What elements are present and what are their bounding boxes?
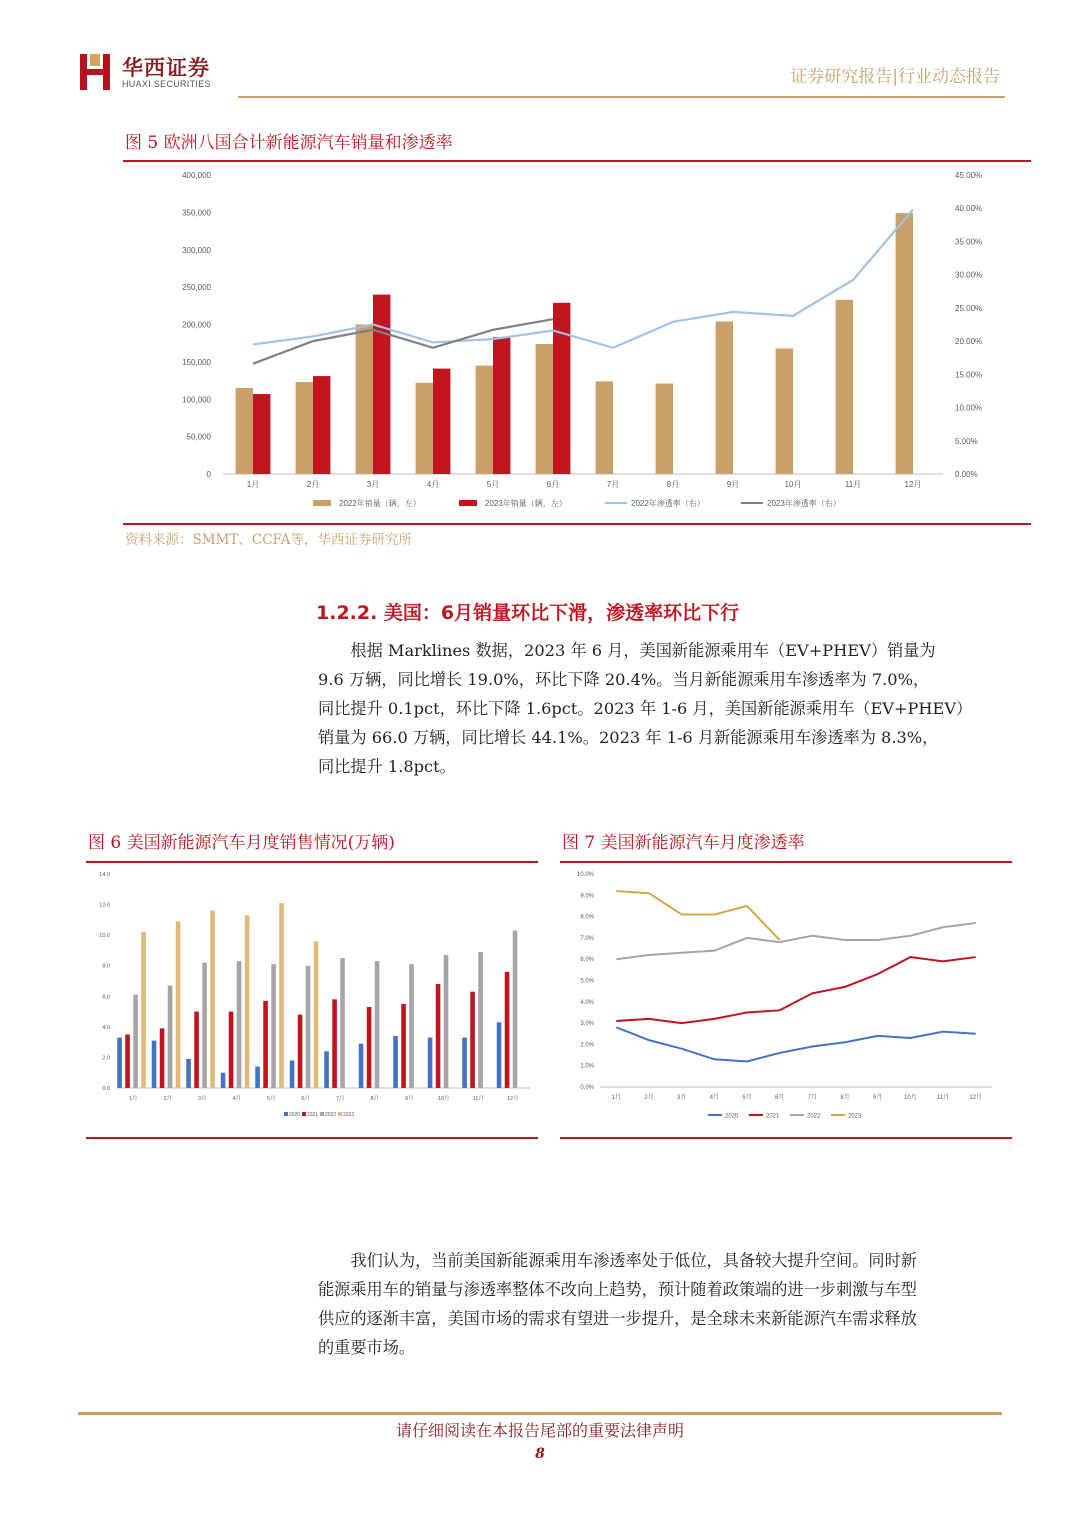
legend-label: 2020 (289, 1112, 301, 1118)
x-tick-label: 6月 (301, 1096, 311, 1102)
left-axis-tick-label: 50,000 (186, 432, 211, 442)
x-tick-label: 2月 (306, 480, 320, 489)
footer-divider (78, 1412, 1002, 1415)
left-axis-tick-label: 0 (206, 470, 211, 479)
bar-2020 (186, 1059, 191, 1088)
bar-2020 (462, 1038, 467, 1088)
x-tick-label: 4月 (426, 480, 440, 489)
left-axis-tick-label: 300,000 (182, 245, 211, 255)
x-tick-label: 3月 (366, 480, 380, 489)
bar-2023 (210, 911, 215, 1088)
left-axis-tick-label: 100,000 (182, 395, 211, 405)
bar-2020 (117, 1038, 122, 1088)
huaxi-logo-icon (78, 52, 118, 92)
legend-label: 2022 (325, 1112, 337, 1118)
paragraph-2 (318, 1246, 1024, 1362)
figure7-title: 图 7 美国新能源汽车月度渗透率 (562, 833, 805, 853)
right-axis-tick-label: 35.00% (955, 237, 983, 247)
figure7-top-rule (560, 861, 1012, 863)
x-tick-label: 10月 (437, 1096, 450, 1102)
line-2022年渗透率（右） (253, 210, 913, 348)
left-axis-tick-label: 200,000 (182, 320, 211, 330)
y-tick-label: 8.0% (580, 914, 594, 921)
header-divider (238, 96, 1005, 98)
y-tick-label: 10.0 (99, 933, 110, 940)
y-tick-label: 9.0% (580, 893, 594, 900)
bar-2023 (245, 915, 250, 1088)
bar-2022 (513, 931, 518, 1088)
page-number: 8 (535, 1446, 545, 1462)
bar-2021 (505, 972, 510, 1088)
paragraph-1-line: 根据 Marklines 数据，2023 年 6 月，美国新能源乘用车（EV+PHEV）销量为 (350, 641, 936, 660)
x-tick-label: 10月 (903, 1095, 917, 1101)
bar-2021 (263, 1001, 268, 1088)
bar-2020 (497, 1022, 502, 1088)
x-tick-label: 7月 (807, 1095, 818, 1101)
paragraph-1-line: 同比提升 0.1pct，环比下降 1.6pct。2023 年 1-6 月，美国新能源乘用车（EV+PHEV） (318, 699, 973, 718)
legend-label: 2023 (343, 1112, 355, 1118)
x-tick-label: 11月 (844, 480, 862, 489)
figure7-bottom-rule (560, 1137, 1012, 1139)
bar-2022 (168, 986, 173, 1088)
bar-2023 (176, 921, 181, 1088)
bar-2022年销量（辆，左） (656, 384, 673, 474)
bar-2022年销量（辆，左） (716, 322, 733, 474)
right-axis-tick-label: 30.00% (955, 270, 983, 280)
right-axis-tick-label: 0.00% (955, 470, 978, 479)
bar-2020 (221, 1073, 226, 1088)
legend-swatch (284, 1112, 288, 1116)
right-axis-tick-label: 10.00% (955, 403, 983, 413)
bar-2023年销量（辆，左） (373, 295, 390, 474)
line-2023 (616, 891, 779, 940)
x-tick-label: 7月 (606, 480, 620, 489)
legend-label: 2021 (307, 1112, 319, 1118)
bar-2022年销量（辆，左） (896, 213, 913, 474)
bar-2022 (202, 963, 207, 1088)
bar-2023年销量（辆，左） (433, 369, 450, 474)
bar-2022 (444, 955, 449, 1088)
y-tick-label: 8.0 (102, 963, 110, 970)
bar-2022 (306, 966, 311, 1088)
bar-2021 (298, 1015, 303, 1088)
bar-2022年销量（辆，左） (296, 382, 313, 474)
y-tick-label: 0.0 (102, 1086, 110, 1092)
x-tick-label: 6月 (546, 480, 560, 489)
legend-label: 2022年渗透率（右） (631, 499, 705, 508)
x-tick-label: 6月 (774, 1095, 785, 1101)
x-tick-label: 5月 (742, 1095, 752, 1101)
bar-2021 (436, 984, 441, 1088)
paragraph-2-line: 我们认为，当前美国新能源乘用车渗透率处于低位，具备较大提升空间。同时新 (350, 1251, 917, 1270)
bar-2020 (393, 1036, 398, 1088)
x-tick-label: 9月 (404, 1096, 414, 1102)
x-tick-label: 8月 (840, 1095, 850, 1101)
bar-2022年销量（辆，左） (836, 300, 853, 474)
x-tick-label: 5月 (266, 1096, 276, 1102)
line-2021 (616, 957, 975, 1023)
bar-2021 (160, 1028, 165, 1088)
bar-2020 (255, 1067, 260, 1088)
legend-swatch (320, 1112, 324, 1116)
legend-label: 2020 (725, 1113, 739, 1120)
y-tick-label: 10.0% (576, 872, 594, 878)
bar-2020 (428, 1038, 433, 1088)
left-axis-tick-label: 250,000 (182, 283, 211, 293)
figure5-title: 图 5 欧洲八国合计新能源汽车销量和渗透率 (125, 133, 453, 153)
figure6-bottom-rule (86, 1137, 538, 1139)
x-tick-label: 9月 (726, 480, 740, 489)
y-tick-label: 3.0% (580, 1021, 594, 1028)
x-tick-label: 3月 (676, 1095, 687, 1101)
bar-2022 (271, 964, 276, 1088)
bar-2022年销量（辆，左） (356, 325, 373, 475)
x-tick-label: 10月 (784, 480, 802, 489)
section-heading: 1.2.2. 美国：6月销量环比下滑，渗透率环比下行 (316, 602, 740, 624)
bar-2020 (324, 1051, 329, 1088)
right-axis-tick-label: 5.00% (955, 436, 978, 446)
x-tick-label: 4月 (709, 1095, 720, 1101)
bar-2021 (401, 1004, 406, 1088)
x-tick-label: 5月 (486, 480, 500, 489)
legend-label: 2022 (807, 1113, 821, 1120)
x-tick-label: 2月 (163, 1096, 173, 1102)
bar-2023 (314, 941, 319, 1088)
legend-label: 2021 (766, 1113, 780, 1120)
logo-en-text: HUAXI SECURITIES (122, 79, 211, 89)
bar-2021 (332, 999, 337, 1088)
bar-2022年销量（辆，左） (596, 381, 613, 474)
line-2022 (616, 923, 975, 959)
x-tick-label: 4月 (232, 1096, 242, 1102)
x-tick-label: 8月 (370, 1096, 380, 1102)
x-tick-label: 12月 (969, 1095, 983, 1101)
bar-2022 (409, 964, 414, 1088)
y-tick-label: 4.0% (580, 999, 594, 1006)
y-tick-label: 14.0 (99, 872, 110, 878)
bar-2022年销量（辆，左） (536, 344, 553, 474)
y-tick-label: 12.0 (99, 902, 110, 909)
legend-label: 2022年销量（辆，左） (339, 499, 421, 508)
bar-2023 (141, 932, 146, 1088)
legend-swatch (302, 1112, 306, 1116)
x-tick-label: 12月 (904, 480, 922, 489)
y-tick-label: 4.0 (102, 1024, 110, 1031)
bar-2020 (359, 1044, 364, 1088)
paragraph-1 (318, 636, 1024, 781)
right-axis-tick-label: 15.00% (955, 370, 983, 380)
bar-2023年销量（辆，左） (493, 337, 510, 474)
x-tick-label: 1月 (128, 1096, 138, 1102)
bar-2021 (125, 1035, 130, 1089)
legend-label: 2023年销量（辆，左） (485, 499, 567, 508)
x-tick-label: 12月 (506, 1096, 519, 1102)
figure5-bottom-rule (123, 523, 1031, 525)
paragraph-1-line: 销量为 66.0 万辆，同比增长 44.1%。2023 年 1-6 月新能源乘用车渗透率为 8.3%， (318, 728, 939, 747)
x-tick-label: 2月 (644, 1095, 654, 1101)
company-logo (78, 52, 228, 92)
bar-2020 (290, 1060, 295, 1088)
bar-2022 (340, 958, 345, 1088)
bar-2022年销量（辆，左） (416, 383, 433, 474)
bar-2023 (279, 903, 284, 1088)
report-type: 证券研究报告|行业动态报告 (790, 67, 1000, 87)
bar-2021 (229, 1012, 234, 1088)
y-tick-label: 2.0 (102, 1055, 110, 1062)
bar-2022年销量（辆，左） (476, 366, 493, 474)
x-tick-label: 9月 (872, 1095, 883, 1101)
bar-2023年销量（辆，左） (253, 394, 270, 474)
logo-cn-text: 华西证券 (122, 56, 210, 80)
bar-2021 (194, 1012, 199, 1088)
x-tick-label: 7月 (335, 1096, 345, 1102)
legend-label: 2023 (848, 1113, 862, 1120)
legend-label: 2023年渗透率（右） (767, 499, 841, 508)
figure5-chart (123, 163, 1031, 523)
x-tick-label: 3月 (197, 1096, 207, 1102)
right-axis-tick-label: 25.00% (955, 303, 983, 313)
line-2020 (616, 1027, 975, 1061)
bar-2022 (478, 952, 483, 1088)
paragraph-1-line: 同比提升 1.8pct。 (318, 757, 456, 776)
x-tick-label: 11月 (472, 1096, 484, 1102)
left-axis-tick-label: 350,000 (182, 208, 211, 218)
bar-2023年销量（辆，左） (553, 303, 570, 474)
paragraph-2-line: 供应的逐渐丰富，美国市场的需求有望进一步提升，是全球未来新能源汽车需求释放 (318, 1309, 917, 1328)
figure5-top-rule (123, 160, 1031, 162)
x-tick-label: 1月 (611, 1095, 622, 1101)
figure6-title: 图 6 美国新能源汽车月度销售情况(万辆) (88, 833, 395, 853)
bar-2021 (367, 1007, 372, 1088)
legend-swatch (459, 500, 477, 506)
bar-2022 (237, 961, 242, 1088)
figure7-chart (560, 864, 1012, 1134)
y-tick-label: 6.0% (580, 957, 594, 964)
legend-swatch (338, 1112, 342, 1116)
right-axis-tick-label: 40.00% (955, 204, 983, 214)
x-tick-label: 1月 (246, 480, 260, 489)
bar-2022年销量（辆，左） (776, 348, 793, 474)
y-tick-label: 1.0% (580, 1063, 594, 1070)
bar-2020 (152, 1041, 157, 1088)
left-axis-tick-label: 150,000 (182, 357, 211, 367)
legal-notice: 请仔细阅读在本报告尾部的重要法律声明 (395, 1421, 684, 1440)
paragraph-1-line: 9.6 万辆，同比增长 19.0%，环比下降 20.4%。当月新能源乘用车渗透率为 7.0%， (318, 670, 930, 689)
bar-2021 (470, 992, 475, 1088)
y-tick-label: 5.0% (580, 978, 594, 985)
x-tick-label: 8月 (666, 480, 680, 489)
figure5-source: 资料来源：SMMT、CCFA等，华西证券研究所 (125, 532, 412, 548)
paragraph-2-line: 的重要市场。 (318, 1338, 416, 1357)
bar-2022 (133, 995, 138, 1088)
y-tick-label: 0.0% (580, 1085, 594, 1091)
bar-2022年销量（辆，左） (236, 388, 253, 474)
paragraph-2-line: 能源乘用车的销量与渗透率整体不改向上趋势，预计随着政策端的进一步刺激与车型 (318, 1280, 917, 1299)
y-tick-label: 2.0% (580, 1042, 594, 1049)
x-tick-label: 11月 (936, 1095, 950, 1101)
legend-swatch (313, 500, 331, 506)
y-tick-label: 6.0 (102, 994, 110, 1001)
bar-2023年销量（辆，左） (313, 376, 330, 474)
right-axis-tick-label: 45.00% (955, 171, 983, 180)
figure6-top-rule (86, 861, 538, 863)
left-axis-tick-label: 400,000 (182, 171, 211, 180)
bar-2022 (375, 961, 380, 1088)
y-tick-label: 7.0% (580, 935, 594, 942)
right-axis-tick-label: 20.00% (955, 337, 983, 347)
figure6-chart (86, 864, 538, 1134)
